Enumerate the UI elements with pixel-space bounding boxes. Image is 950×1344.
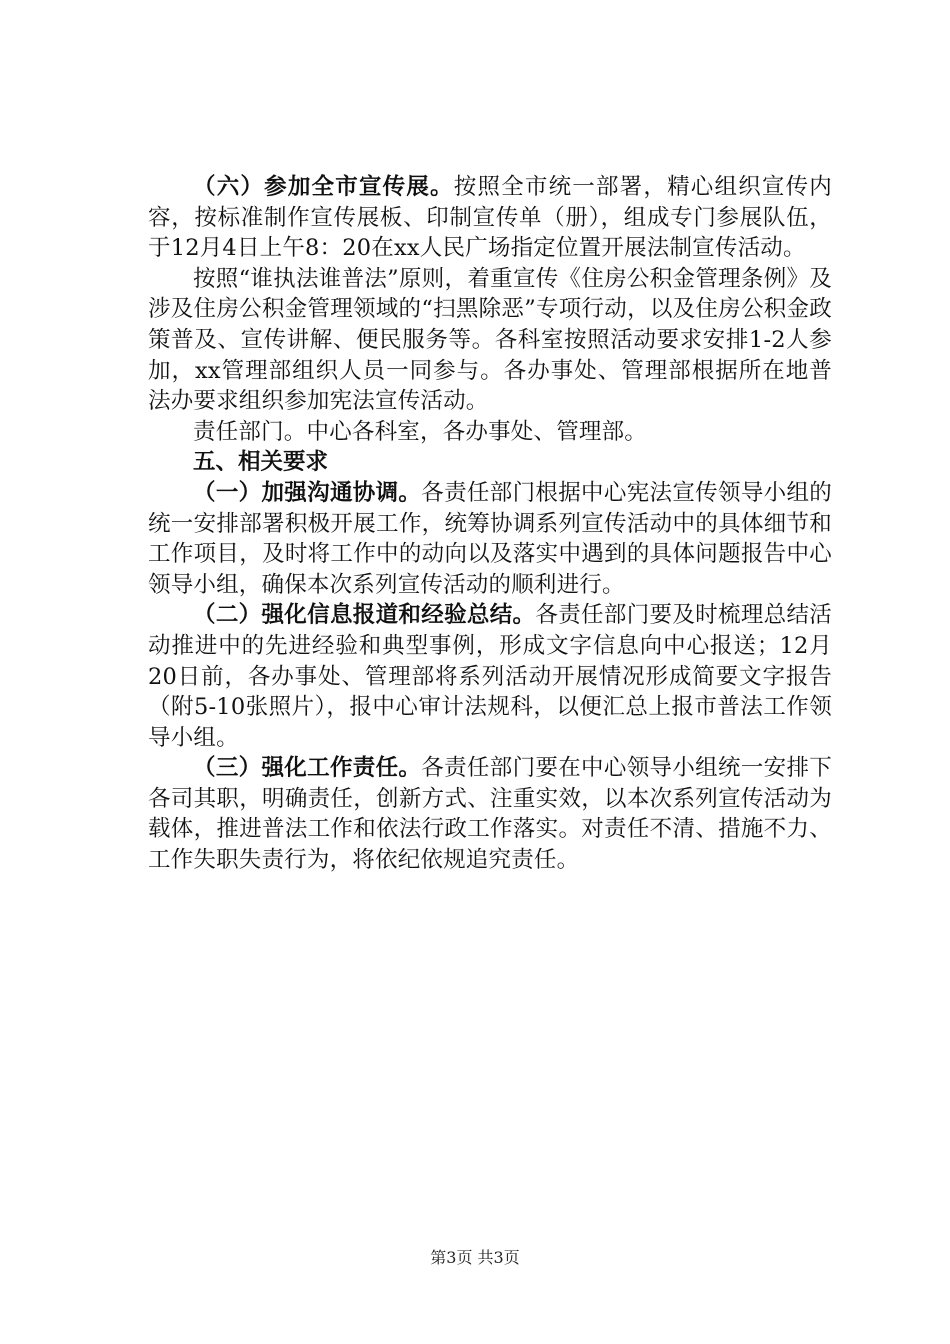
requirement-text: 各责任部门根据中心宪法宣传领导小组的统一安排部署积极开展工作，统筹协调系列宣传活动中的具体细节和工作项目，及时将工作中的动向以及落实中遇到的具体问题报告中心领导小组，确保本次系列宣传活动的顺利进行。: [148, 479, 832, 598]
requirement-text: 各责任部门要及时梳理总结活动推进中的先进经验和典型事例，形成文字信息向中心报送；12月20日前，各办事处、管理部将系列活动开展情况形成简要文字报告（附5-10张照片），报中心审计法规科，以便汇总上报市普法工作领导小组。: [148, 602, 832, 751]
paragraph-publicity-content: [148, 264, 832, 417]
paragraph-lead: （六）参加全市宣传展。: [193, 174, 454, 200]
paragraph-participate-exhibition: [148, 172, 832, 264]
paragraph-text: 责任部门。中心各科室，各办事处、管理部。: [193, 418, 648, 445]
paragraph-responsible-departments: [148, 417, 832, 448]
section-heading: 五、相关要求: [193, 449, 329, 476]
requirement-communication: [148, 478, 832, 600]
document-body: [148, 172, 832, 876]
paragraph-text: 按照“谁执法谁普法”原则，着重宣传《住房公积金管理条例》及涉及住房公积金管理领域的“扫黑除恶”专项行动，以及住房公积金政策普及、宣传讲解、便民服务等。各科室按照活动要求安排1-2人参加，xx管理部组织人员一同参与。各办事处、管理部根据所在地普法办要求组织参加宪法宣传活动。: [148, 265, 832, 415]
requirement-lead: （二）强化信息报道和经验总结。: [193, 602, 536, 629]
paragraph-text: 按照全市统一部署，精心组织宣传内容，按标准制作宣传展板、印制宣传单（册），组成专门参展队伍，于12月4日上午8：20在xx人民广场指定位置开展法制宣传活动。: [148, 174, 833, 262]
requirement-reporting: [148, 600, 832, 753]
page-number-footer: 第3页 共3页: [430, 1248, 520, 1267]
requirement-lead: （一）加强沟通协调。: [193, 479, 422, 506]
requirement-responsibility: [148, 753, 832, 875]
requirement-lead: （三）强化工作责任。: [193, 755, 422, 782]
requirement-text: 各责任部门要在中心领导小组统一安排下各司其职，明确责任，创新方式、注重实效，以本次系列宣传活动为载体，推进普法工作和依法行政工作落实。对责任不清、措施不力、工作失职失责行为，将依纪依规追究责任。: [148, 755, 832, 874]
